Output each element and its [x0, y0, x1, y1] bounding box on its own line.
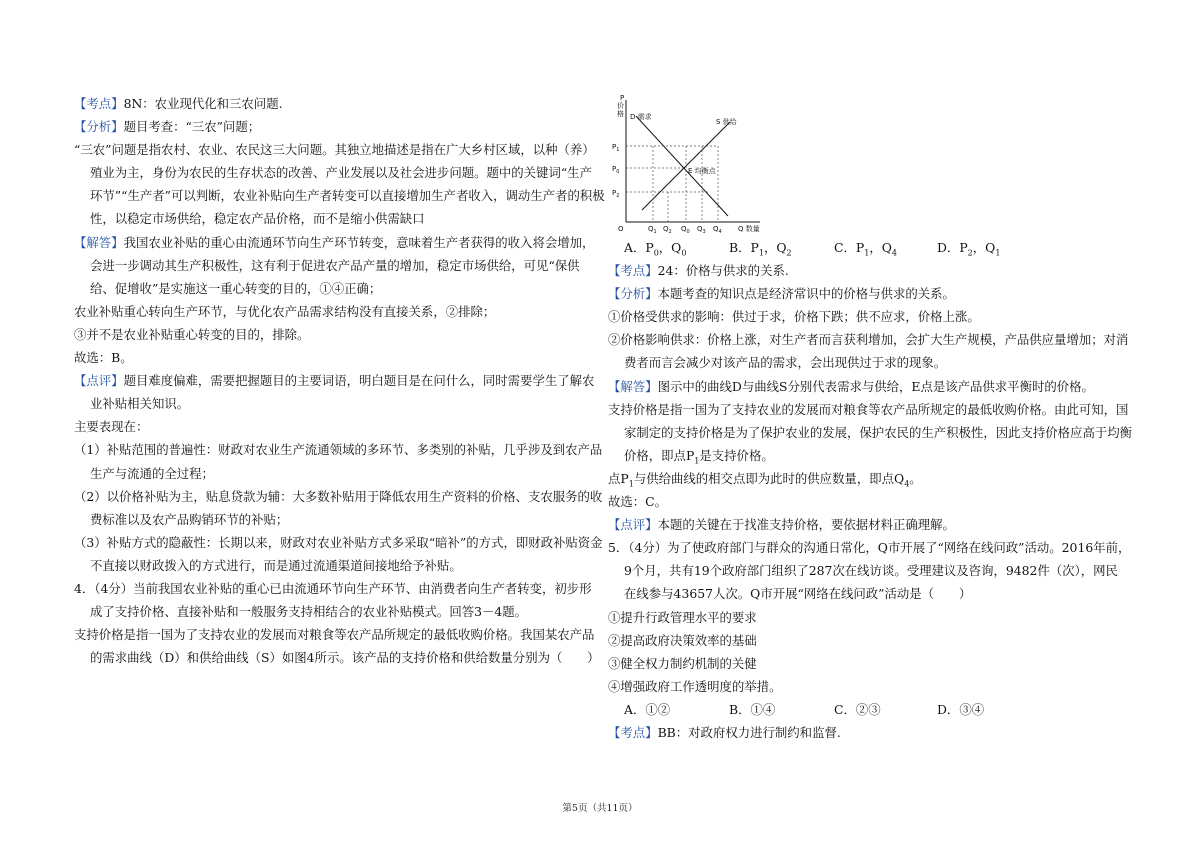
text-line: 9个月，共有19个政府部门组织了287次在线访谈。受理建议及咨询，9482件（次），网民 — [624, 563, 1118, 579]
figure-svg — [608, 94, 778, 236]
text-line: 殖业为主，身份为农民的生存状态的改善、产业发展以及社会进步问题。题中的关键词“生产 — [90, 165, 592, 181]
text-line: 费标准以及农产品购销环节的补贴； — [90, 511, 289, 527]
text-line: ②价格影响供求：价格上涨，对生产者而言获利增加，会扩大生产规模，产品供应量增加；对消 — [608, 332, 1129, 348]
x-tick-q2: $Q_2$ — [663, 225, 672, 235]
q5-option-d: D．③④ — [937, 701, 985, 717]
q5-option-c: C．②③ — [834, 701, 881, 717]
text-line: 给、促增收”是实施这一重心转变的目的，①④正确； — [90, 280, 382, 296]
text-line: 主要表现在： — [74, 419, 149, 435]
x-tick-q0: $Q_0$ — [681, 225, 690, 235]
text-line: ③并不是农业补贴重心转变的目的，排除。 — [74, 326, 310, 342]
jieda-text: 我国农业补贴的重心由流通环节向生产环节转变，意味着生产者获得的收入将会增加， — [123, 234, 595, 250]
x-tick-q1: $Q_1$ — [648, 225, 657, 235]
jieda-tag: 【解答】 — [608, 378, 658, 394]
q4-option-c: C．$P_1$，$Q_4$ — [834, 240, 897, 258]
statement-1: ①提升行政管理水平的要求 — [608, 609, 757, 625]
dianping-line — [74, 369, 595, 392]
question-5-line: 5．（4分）为了使政府部门与群众的沟通日常化，Q市开展了“网络在线问政”活动。2016年前， — [608, 540, 1131, 556]
origin-label: O — [618, 225, 624, 233]
y-axis-label: P — [620, 94, 625, 102]
text-line: （2）以价格补贴为主，贴息贷款为辅：大多数补贴用于降低农用生产资料的价格、支农服务的收 — [74, 488, 603, 504]
jieda-tag: 【解答】 — [74, 234, 124, 250]
answer-line: 故选：C。 — [608, 494, 668, 510]
text-line: 点$P_1$与供给曲线的相交点即为此时的供应数量，即点$Q_4$。 — [608, 470, 922, 489]
text-line: （1）补贴范围的普遍性：财政对农业生产流通领域的多环节、多类别的补贴，几乎涉及到农产品 — [74, 442, 603, 458]
dianping-tag: 【点评】 — [608, 517, 658, 533]
text-line: 性，以稳定市场供给，稳定农产品价格，而不是缩小供需缺口 — [90, 211, 425, 227]
statement-2: ②提高政府决策效率的基础 — [608, 632, 757, 648]
text-line: 家制定的支持价格是为了保护农业的发展，保护农民的生产积极性，因此支持价格应高于均衡 — [624, 424, 1133, 440]
page-footer: 第5页（共11页） — [562, 803, 638, 814]
dianping-text: 本题的关键在于找准支持价格，要依据材料正确理解。 — [657, 517, 955, 533]
text-line: 成了支持价格、直接补贴和一般服务支持相结合的农业补贴模式。回答3－4题。 — [90, 604, 528, 620]
y-axis-label3: 格 — [617, 110, 624, 118]
y-tick-p2: $P_2$ — [612, 189, 620, 199]
text-line: 生产与流通的全过程； — [90, 465, 214, 481]
dianping-text: 题目难度偏难，需要把握题目的主要词语，明白题目是在问什么，同时需要学生了解农 — [123, 373, 595, 389]
x-tick-q3: $Q_3$ — [697, 225, 706, 235]
statement-4: ④增强政府工作透明度的举措。 — [608, 678, 782, 694]
fenxi-line — [608, 282, 1130, 305]
text-line: ①价格受供求的影响：供过于求，价格下跌；供不应求，价格上涨。 — [608, 309, 980, 325]
demand-curve — [636, 116, 728, 216]
kaodian-text: 24：价格与供求的关系. — [657, 263, 789, 279]
jieda-line — [74, 231, 595, 254]
q5-option-a: A．①② — [624, 701, 671, 717]
fenxi-text: 题目考查：“三农”问题； — [123, 119, 261, 135]
kaodian-tag: 【考点】 — [608, 263, 658, 279]
jieda-line — [608, 375, 1130, 398]
y-axis-label2: 价 — [617, 102, 624, 110]
text-line: 在线参与43657人次。Q市开展“网络在线问政”活动是（ ） — [624, 586, 972, 602]
text-line: 费者而言会减少对该产品的需求，会出现供过于求的现象。 — [624, 355, 947, 371]
statement-3: ③健全权力制约机制的关健 — [608, 655, 757, 671]
y-tick-p0: $P_0$ — [612, 165, 620, 175]
text-line: 的需求曲线（D）和供给曲线（S）如图4所示。该产品的支持价格和供给数量分别为（ ） — [90, 650, 600, 666]
text-line: （3）补贴方式的隐蔽性：长期以来，财政对农业补贴方式多采取“暗补”的方式，即财政补贴资金 — [74, 534, 603, 550]
kaodian-tag: 【考点】 — [608, 724, 658, 740]
kaodian-line — [608, 721, 1130, 744]
text-line: 会进一步调动其生产积极性，这有利于促进农产品产量的增加，稳定市场供给，可见“保供 — [90, 257, 580, 273]
q4-options — [608, 236, 1130, 259]
question-4-line: 4．（4分）当前我国农业补贴的重心已由流通环节向生产环节、由消费者向生产者转变，初步形 — [74, 580, 592, 596]
q5-option-b: B．①④ — [729, 701, 776, 717]
x-tick-q4: $Q_4$ — [713, 225, 722, 235]
dianping-line — [608, 513, 1130, 536]
kaodian-line — [74, 92, 586, 115]
kaodian-text: BB：对政府权力进行制约和监督. — [657, 724, 841, 740]
answer-line: 故选：B。 — [74, 350, 133, 366]
q4-option-d: D．$P_2$，$Q_1$ — [937, 240, 1001, 258]
text-line: 支持价格是指一国为了支持农业的发展而对粮食等农产品所规定的最低收购价格。由此可知，国 — [608, 401, 1129, 417]
equilibrium-label: E 均衡点 — [688, 167, 716, 175]
text-line: 农业补贴重心转向生产环节，与优化农产品需求结构没有直接关系，②排除； — [74, 303, 496, 319]
fenxi-tag: 【分析】 — [74, 119, 124, 135]
fenxi-line — [74, 115, 586, 138]
y-tick-p1: $P_1$ — [612, 143, 620, 153]
supply-label: S 供给 — [716, 118, 737, 126]
text-line: 价格，即点$P_1$是支持价格。 — [624, 447, 774, 466]
text-line: 支持价格是指一国为了支持农业的发展而对粮食等农产品所规定的最低收购价格。我国某农产品 — [74, 627, 595, 643]
q4-option-b: B．$P_1$，$Q_2$ — [729, 240, 792, 258]
right-column — [608, 94, 1133, 744]
jieda-text: 图示中的曲线D与曲线S分别代表需求与供给，E点是该产品供求平衡时的价格。 — [657, 378, 1094, 394]
text-line: 环节”“生产者”可以判断，农业补贴向生产者转变可以直接增加生产者收入，调动生产者的积极 — [90, 188, 605, 204]
x-axis-label: Q 数量 — [738, 225, 760, 233]
text-line: 业补贴相关知识。 — [90, 396, 190, 412]
dianping-tag: 【点评】 — [74, 373, 124, 389]
kaodian-line — [608, 259, 1130, 282]
text-line: 不直接以财政拨入的方式进行，而是通过流通渠道间接地给予补贴。 — [90, 557, 462, 573]
fenxi-tag: 【分析】 — [608, 286, 658, 302]
q4-option-a: A．$P_0$，$Q_0$ — [624, 240, 687, 258]
fenxi-text: 本题考查的知识点是经济常识中的价格与供求的关系。 — [657, 286, 955, 302]
q5-options — [608, 698, 1130, 721]
kaodian-tag: 【考点】 — [74, 96, 124, 111]
supply-demand-figure — [608, 94, 1130, 236]
demand-label: D 需求 — [630, 113, 652, 121]
left-column — [74, 92, 605, 669]
kaodian-text: 8N：农业现代化和三农问题. — [123, 96, 283, 111]
text-line: “三农”问题是指农村、农业、农民这三大问题。其独立地描述是指在广大乡村区域，以种（养） — [74, 142, 595, 158]
